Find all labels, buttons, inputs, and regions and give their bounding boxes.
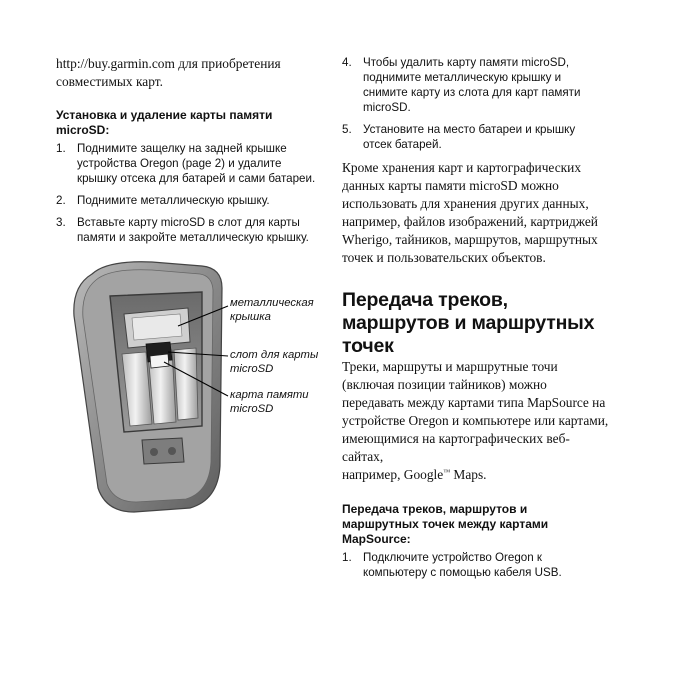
step-number: 1. (56, 142, 66, 155)
step-text: отсек батарей. (363, 138, 442, 151)
step-number: 1. (342, 551, 352, 564)
paragraph-line: Кроме хранения карт и картографических (342, 160, 582, 175)
transfer-subheading (342, 502, 610, 547)
step-text: компьютеру с помощью кабеля USB. (363, 566, 562, 579)
callout-text: слот для карты (230, 349, 319, 361)
device-figure (52, 256, 342, 516)
install-subheading (56, 108, 318, 138)
step-text: поднимите металлическую крышку и (363, 71, 562, 84)
list-item (56, 215, 318, 245)
intro-line-1: http://buy.garmin.com для приобретения (56, 56, 281, 71)
step-number: 3. (56, 216, 66, 229)
step-text: Чтобы удалить карту памяти microSD, (363, 56, 570, 69)
callout-text: металлическая (230, 297, 314, 309)
transfer-paragraph (342, 358, 610, 484)
step-text: Установите на место батареи и крышку (363, 123, 576, 136)
paragraph-line: точек и пользовательских объектов. (342, 250, 546, 265)
step-number: 2. (56, 194, 66, 207)
subheading-line: маршрутных точек между картами (342, 517, 549, 531)
step-text: устройства Oregon (page 2) и удалите (77, 157, 282, 170)
trademark-symbol: ™ (443, 468, 451, 476)
paragraph-line: передавать между картами типа MapSource на (342, 395, 606, 410)
step-text: Подключите устройство Oregon к (363, 551, 542, 564)
step-text: памяти и закройте металлическую крышку. (77, 231, 309, 244)
step-number: 4. (342, 56, 352, 69)
callout-text: microSD (230, 403, 274, 415)
remove-steps (342, 55, 610, 152)
callout-card-slot (230, 348, 318, 376)
transfer-steps (342, 550, 610, 580)
install-steps (56, 141, 318, 245)
step-text: снимите карту из слота для карт памяти (363, 86, 581, 99)
paragraph-line: Maps. (450, 467, 487, 482)
list-item (342, 55, 610, 115)
paragraph-line: например, Google (342, 467, 444, 482)
step-text: Поднимите металлическую крышку. (77, 194, 270, 207)
heading-line: Передача треков, (342, 289, 508, 311)
right-column (342, 55, 610, 587)
callout-memory-card (230, 388, 309, 416)
subheading-line: MapSource: (342, 532, 411, 546)
callout-text: microSD (230, 363, 274, 375)
paragraph-line: данных карты памяти microSD можно (342, 178, 559, 193)
step-text: microSD. (363, 101, 411, 114)
paragraph-line: Треки, маршруты и маршрутные точи (342, 359, 558, 374)
callout-text: карта памяти (230, 389, 309, 401)
step-text: крышку отсека для батарей и сами батареи. (77, 172, 316, 185)
list-item (56, 141, 318, 186)
subheading-line: Передача треков, маршрутов и (342, 502, 528, 516)
device-back-illustration (52, 256, 342, 516)
install-subheading-line-2: microSD: (56, 123, 110, 137)
storage-paragraph (342, 159, 610, 267)
list-item (342, 550, 610, 580)
intro-paragraph (56, 55, 318, 91)
heading-line: маршрутов и маршрутных (342, 312, 595, 334)
intro-line-2: совместимых карт. (56, 74, 163, 89)
paragraph-line: имеющимися на картографических веб-сайтах, (342, 431, 570, 464)
paragraph-line: Wherigo, тайников, маршрутов, маршрутных (342, 232, 598, 247)
callout-metal-cover (230, 296, 314, 324)
install-subheading-line-1: Установка и удаление карты памяти (56, 108, 273, 122)
list-item (56, 193, 318, 208)
paragraph-line: например, файлов изображений, картриджей (342, 214, 598, 229)
section-heading (342, 289, 610, 358)
step-text: Вставьте карту microSD в слот для карты (77, 216, 300, 229)
step-text: Поднимите защелку на задней крышке (77, 142, 287, 155)
list-item (342, 122, 610, 152)
paragraph-line: использовать для хранения других данных, (342, 196, 589, 211)
paragraph-line: устройстве Oregon и компьютере или картами, (342, 413, 609, 428)
heading-line: точек (342, 335, 394, 357)
paragraph-line: (включая позиции тайников) можно (342, 377, 547, 392)
step-number: 5. (342, 123, 352, 136)
left-column (56, 55, 318, 516)
callout-text: крышка (230, 311, 271, 323)
